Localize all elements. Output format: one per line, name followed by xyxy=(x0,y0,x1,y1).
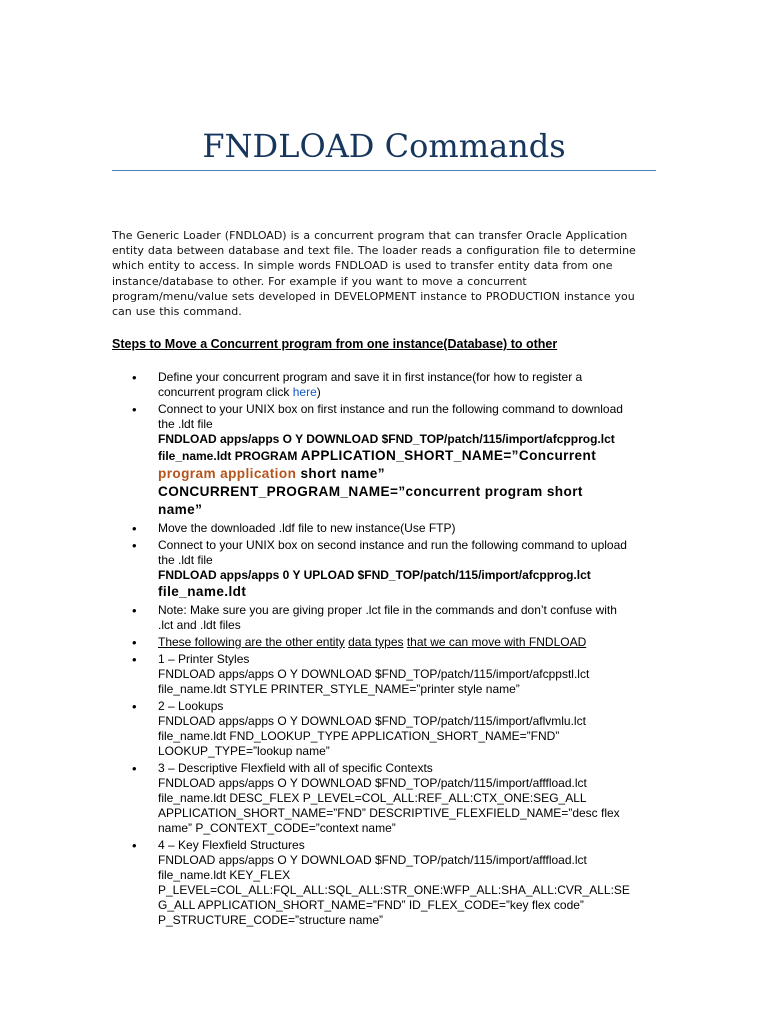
step-text-part: ) xyxy=(316,385,321,399)
entity-heading: 3 – Descriptive Flexfield with all of specific Contexts xyxy=(158,761,433,775)
section-heading: Steps to Move a Concurrent program from one instance(Database) to other xyxy=(112,337,558,351)
here-link[interactable]: here xyxy=(292,385,317,399)
step-text: Move the downloaded .ldf file to new instance(Use FTP) xyxy=(158,521,456,535)
command-line: file_name.ldt KEY_FLEX xyxy=(158,868,291,882)
list-item xyxy=(112,603,660,633)
command-line: APPLICATION_SHORT_NAME=”FND” DESCRIPTIVE_FLEXFIELD_NAME=”desc flex xyxy=(158,806,620,820)
list-item xyxy=(112,699,660,759)
intro-line: can use this command. xyxy=(112,305,242,319)
command-line: LOOKUP_TYPE=”lookup name” xyxy=(158,744,330,758)
command-line: P_LEVEL=COL_ALL:FQL_ALL:SQL_ALL:STR_ONE:WFP_ALL:SHA_ALL:CVR_ALL:SE xyxy=(158,883,630,897)
bullet-icon: • xyxy=(132,652,137,667)
step-text xyxy=(158,635,660,650)
command-line: FNDLOAD apps/apps O Y DOWNLOAD $FND_TOP/patch/115/import/afffload.lct xyxy=(158,776,587,790)
intro-line: The Generic Loader (FNDLOAD) is a concurrent program that can transfer Oracle Application xyxy=(112,229,628,242)
command-line: FNDLOAD apps/apps 0 Y UPLOAD $FND_TOP/patch/115/import/afcpprog.lct xyxy=(158,568,591,582)
step-text: Define your concurrent program and save it in first instance(for how to register a xyxy=(158,370,583,384)
entity-heading: 4 – Key Flexfield Structures xyxy=(158,838,305,852)
list-item xyxy=(112,838,660,928)
bullet-icon: • xyxy=(132,838,137,853)
intro-line: which entity to access. In simple words FNDLOAD is used to transfer entity data from one xyxy=(112,259,613,273)
step-text: Connect to your UNIX box on first instance and run the following command to download xyxy=(158,402,623,416)
bullet-icon: • xyxy=(132,761,137,776)
command-line: file_name.ldt xyxy=(158,584,247,599)
step-text: the .ldt file xyxy=(158,417,213,431)
entity-heading: 1 – Printer Styles xyxy=(158,652,250,666)
step-text: Note: Make sure you are giving proper .lct file in the commands and don’t confuse with xyxy=(158,603,617,617)
command-part: file_name.ldt PROGRAM xyxy=(158,449,301,463)
command-line xyxy=(158,447,660,465)
list-item xyxy=(112,402,660,519)
intro-line: entity data between database and text file. The loader reads a configuration file to determine xyxy=(112,244,636,258)
underlined-text: data types xyxy=(348,635,404,649)
list-item xyxy=(112,652,660,697)
bullet-icon: • xyxy=(132,603,137,618)
intro-line: program/menu/value sets developed in DEVELOPMENT instance to PRODUCTION instance you xyxy=(112,289,635,303)
step-text xyxy=(158,385,660,400)
bullet-icon: • xyxy=(132,521,137,536)
command-line: FNDLOAD apps/apps O Y DOWNLOAD $FND_TOP/patch/115/import/afcppstl.lct xyxy=(158,667,590,681)
step-text-part: concurrent program click xyxy=(158,385,293,399)
bullet-icon: • xyxy=(132,370,137,385)
step-text: Connect to your UNIX box on second instance and run the following command to upload xyxy=(158,538,627,552)
command-line: P_STRUCTURE_CODE=”structure name” xyxy=(158,913,384,927)
command-part: APPLICATION_SHORT_NAME=”Concurrent xyxy=(300,448,597,463)
step-text: .lct and .ldt files xyxy=(158,618,241,632)
underlined-text: that we can move with FNDLOAD xyxy=(406,635,587,649)
page-title: FNDLOAD Commands xyxy=(202,127,566,165)
bullet-icon: • xyxy=(132,699,137,714)
highlighted-text: program application xyxy=(158,466,297,481)
steps-list xyxy=(112,370,660,930)
title-divider xyxy=(112,170,656,171)
command-line: file_name.ldt DESC_FLEX P_LEVEL=COL_ALL:REF_ALL:CTX_ONE:SEG_ALL xyxy=(158,791,587,805)
list-item xyxy=(112,635,660,650)
list-item xyxy=(112,370,660,400)
command-line: G_ALL APPLICATION_SHORT_NAME=”FND” ID_FLEX_CODE=”key flex code” xyxy=(158,898,584,912)
entity-heading: 2 – Lookups xyxy=(158,699,224,713)
bullet-icon: • xyxy=(132,402,137,417)
command-line: FNDLOAD apps/apps O Y DOWNLOAD $FND_TOP/patch/115/import/aflvmlu.lct xyxy=(158,714,586,728)
step-text: the .ldt file xyxy=(158,553,213,567)
command-line: file_name.ldt FND_LOOKUP_TYPE APPLICATION_SHORT_NAME=”FND” xyxy=(158,729,560,743)
command-part: short name” xyxy=(296,466,385,481)
bullet-icon: • xyxy=(132,635,137,650)
command-line xyxy=(158,465,660,483)
intro-line: instance/database to other. For example if you want to move a concurrent xyxy=(112,274,527,288)
command-line: FNDLOAD apps/apps O Y DOWNLOAD $FND_TOP/patch/115/import/afffload.lct xyxy=(158,853,587,867)
command-line: FNDLOAD apps/apps O Y DOWNLOAD $FND_TOP/patch/115/import/afcpprog.lct xyxy=(158,432,615,446)
command-line: CONCURRENT_PROGRAM_NAME=”concurrent program short xyxy=(158,484,583,499)
command-line: name” xyxy=(158,502,203,517)
underlined-text: These following are the other entity xyxy=(158,635,345,649)
command-line: name” P_CONTEXT_CODE=”context name” xyxy=(158,821,396,835)
command-line: file_name.ldt STYLE PRINTER_STYLE_NAME=”printer style name” xyxy=(158,682,520,696)
bullet-icon: • xyxy=(132,538,137,553)
list-item xyxy=(112,761,660,836)
list-item xyxy=(112,538,660,601)
intro-paragraph xyxy=(112,228,652,319)
list-item xyxy=(112,521,660,536)
